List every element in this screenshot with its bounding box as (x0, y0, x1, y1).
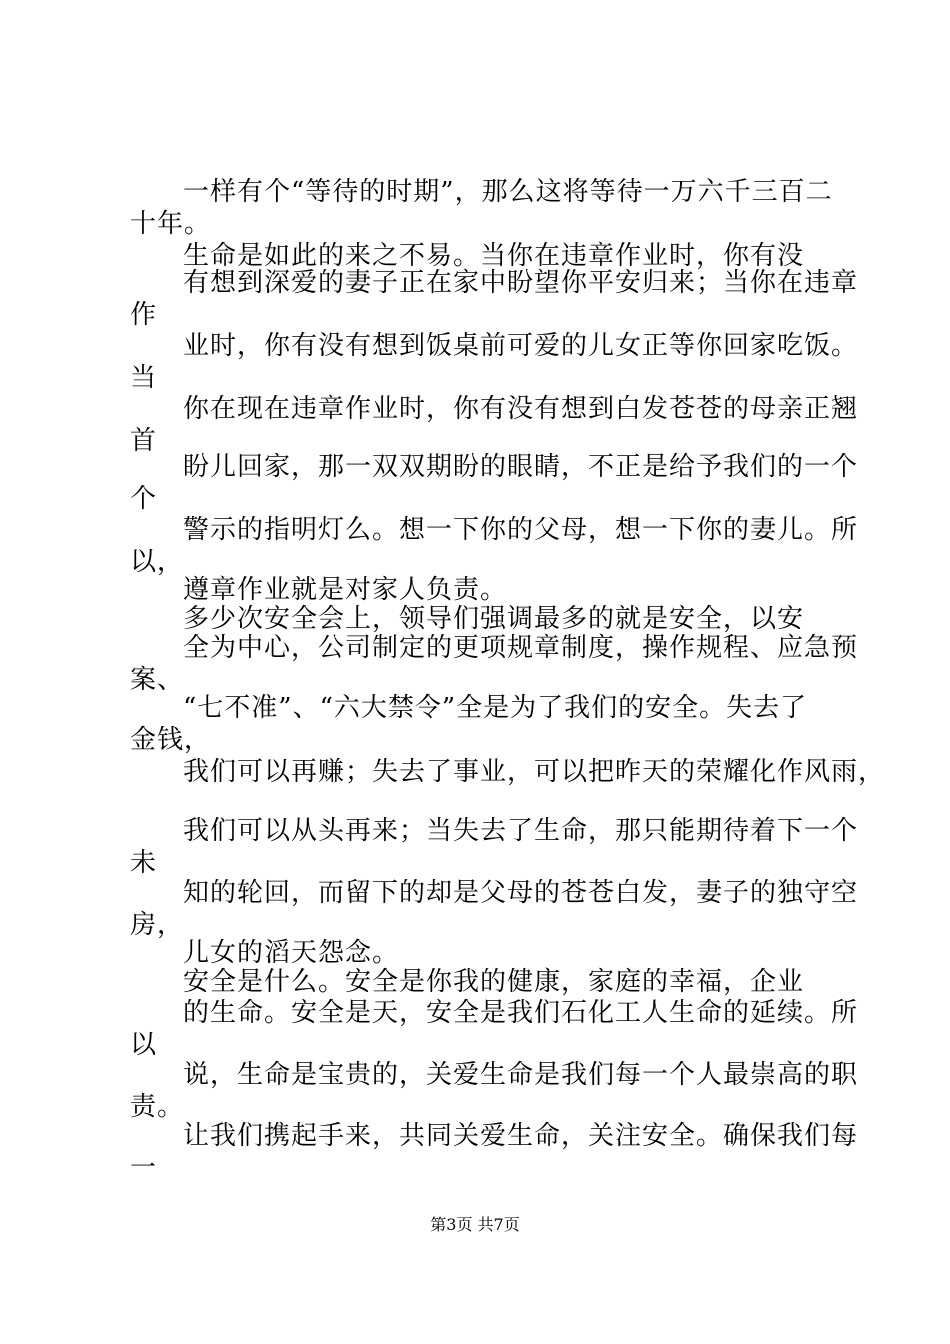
text-line: 以 (130, 1030, 158, 1060)
text-line: 业时，你有没有想到饭桌前可爱的儿女正等你回家吃饭。 (183, 331, 859, 361)
text-line: “七不准”、“六大禁令”全是为了我们的安全。失去了 (183, 693, 808, 723)
text-line: 让我们携起手来，共同关爱生命，关注安全。确保我们每 (183, 1121, 859, 1151)
text-line: 金钱， (130, 725, 212, 755)
text-line: 案、 (130, 665, 185, 695)
page-number-footer: 第3页 共7页 (430, 1215, 520, 1234)
text-line: 一 (130, 1153, 158, 1183)
text-line: 遵章作业就是对家人负责。 (183, 575, 508, 605)
text-line: 的生命。安全是天，安全是我们石化工人生命的延续。所 (183, 998, 859, 1028)
text-line: 作 (130, 300, 158, 330)
text-line: 生命是如此的来之不易。当你在违章作业时，你有没 (183, 241, 805, 271)
text-line: 知的轮回，而留下的却是父母的苍苍白发，妻子的独守空 (183, 878, 859, 908)
text-line: 全为中心，公司制定的更项规章制度，操作规程、应急预 (183, 633, 859, 663)
text-line: 以， (130, 547, 185, 577)
text-line: 当 (130, 363, 158, 393)
text-line: 多少次安全会上，领导们强调最多的就是安全，以安 (183, 604, 805, 634)
text-line: 儿女的滔天怨念。 (183, 938, 400, 968)
text-line: 责。 (130, 1092, 185, 1122)
text-line: 警示的指明灯么。想一下你的父母，想一下你的妻儿。所 (183, 515, 859, 545)
text-line: 房， (130, 910, 185, 940)
text-line: 盼儿回家，那一双双期盼的眼睛，不正是给予我们的一个 (183, 452, 859, 482)
text-line: 一样有个“等待的时期”，那么这将等待一万六千三百二 (183, 177, 833, 207)
text-line: 安全是什么。安全是你我的健康，家庭的幸福，企业 (183, 967, 805, 997)
text-line: 个 (130, 484, 158, 514)
text-line: 十年。 (130, 209, 212, 239)
text-line: 首 (130, 426, 158, 456)
text-line: 我们可以从头再来；当失去了生命，那只能期待着下一个 (183, 816, 859, 846)
text-line: 说，生命是宝贵的，关爱生命是我们每一个人最崇高的职 (183, 1060, 859, 1090)
text-line: 有想到深爱的妻子正在家中盼望你平安归来；当你在违章 (183, 268, 859, 298)
text-line: 我们可以再赚；失去了事业，可以把昨天的荣耀化作风雨， (183, 757, 886, 787)
text-line: 你在现在违章作业时，你有没有想到白发苍苍的母亲正翘 (183, 394, 859, 424)
text-line: 未 (130, 848, 158, 878)
